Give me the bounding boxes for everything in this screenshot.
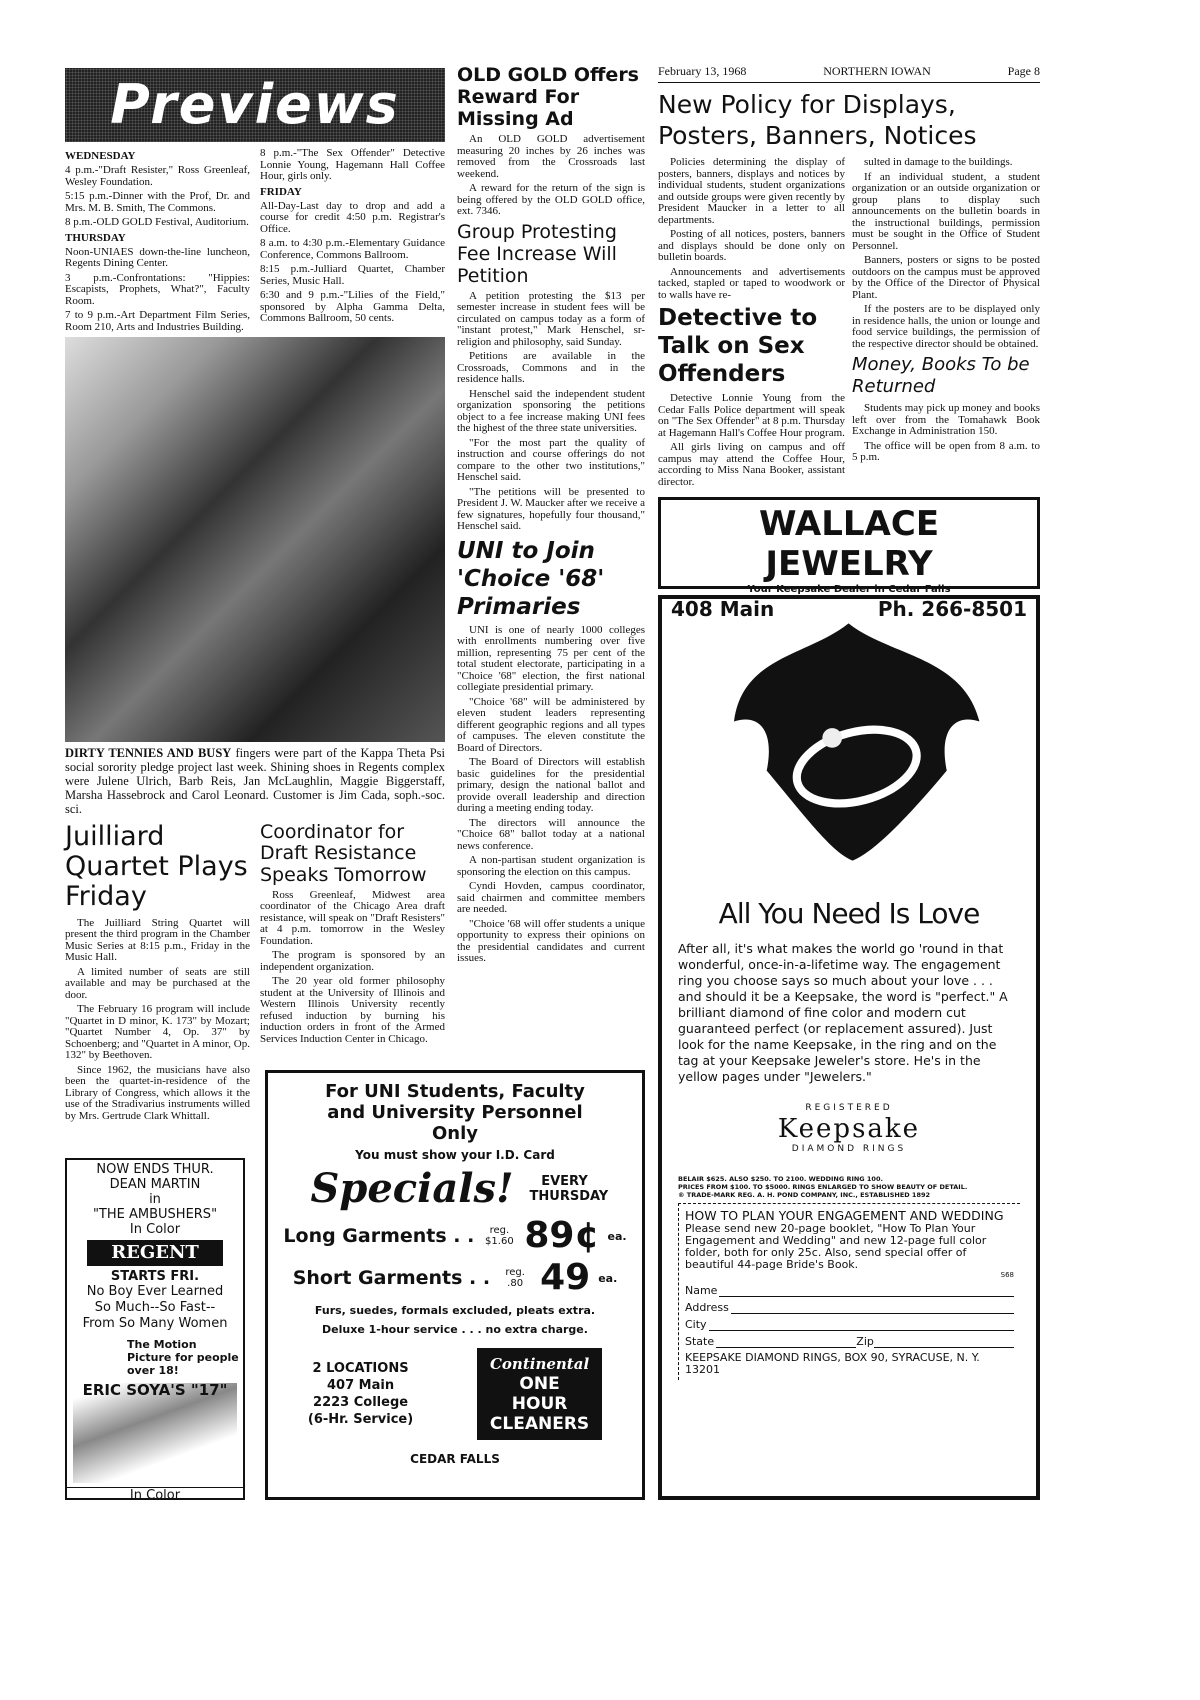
coordinator-article: [260, 822, 445, 1048]
event-item: 6:30 and 9 p.m.-"Lilies of the Field," sponsored by Alpha Gamma Delta, Commons Ballroom, 50 cents.: [260, 289, 445, 324]
paper-name: NORTHERN IOWAN: [823, 64, 931, 78]
caption-text: fingers were part of the Kappa Theta Psi social sorority pledge project last week. Shining shoes in Regents complex were Julene Ulrich, Barb Reis, Jan McLaughlin, Maggie Biggerstaff, Marsha Hassebrock and Carol Leonard. Customer is Jim Cada, soph.-soc. sci.: [65, 746, 445, 816]
paragraph: The directors will announce the "Choice 68" ballot today at a national news conference.: [457, 816, 645, 852]
brand-name: Keepsake: [777, 1114, 921, 1144]
regular-price: reg. .80: [505, 1267, 525, 1289]
event-item: 8 a.m. to 4:30 p.m.-Elementary Guidance Conference, Commons Ballroom.: [260, 237, 445, 261]
paragraph: Ross Greenleaf, Midwest area coordinator of the Chicago Area draft resistance, will speak on "Draft Resisters" at 4 p.m. tomorrow in the Wesley Foundation.: [260, 888, 445, 947]
paragraph: A petition protesting the $13 per semester increase in student fees will be circulated on campus today as a form of "instant protest," Mark Henschel, sr-religion and philosophy, said Sunday.: [457, 289, 645, 348]
color-label: In Color: [67, 1487, 243, 1503]
paragraph: The 20 year old former philosophy student at the University of Illinois and Western Illinois University recently refused induction by burning his induction orders in front of the Armed Services Induction Center in Chicago.: [260, 975, 445, 1045]
old-gold-article: [457, 64, 645, 218]
paragraph: "The petitions will be presented to President J. W. Maucker after we receive a few signatures, hopefully four thousand," Henschel said.: [457, 485, 645, 532]
photo-caption: [65, 746, 445, 816]
event-item: 3 p.m.-Confrontations: "Hippies: Escapists, Prophets, What?", Faculty Room.: [65, 271, 250, 307]
petition-headline: Group Protesting Fee Increase Will Petition: [457, 220, 617, 287]
event-item: 4 p.m.-"Draft Resister," Ross Greenleaf, Wesley Foundation.: [65, 164, 250, 188]
listing-line: In Color: [129, 1222, 181, 1237]
starts-label: STARTS FRI.: [110, 1269, 200, 1284]
paragraph: The Juilliard String Quartet will present the third program in the Chamber Music Series at 8:15 p.m., Friday in the Music Hall.: [65, 916, 250, 964]
paragraph: "For the most part the quality of instruction and course offerings do not compare to the other two institutions," Henschel said.: [457, 436, 645, 483]
paragraph: Students may pick up money and books left over from the Tomahawk Book Exchange in Administration 150.: [852, 402, 1040, 437]
sorority-photo: [65, 337, 445, 742]
ad-copy: After all, it's what makes the world go 'round in that wonderful, once-in-a-lifetime way. The engagement ring you choose says so much about your love . . . and should it be a Keepsake, the word is "perfect." A brilliant diamond of fine color and modern cut guaranteed perfect (or replacement assured). Just look for the name Keepsake, in the ring and on the tag at your Keepsake Jeweler's store. He's in the yellow pages under "Jewelers.": [678, 941, 1008, 1084]
field-label: Address: [685, 1301, 729, 1314]
field-label: Zip: [856, 1335, 874, 1348]
paragraph: Detective Lonnie Young from the Cedar Falls Police department will speak on "The Sex Offender" at 8 p.m. Thursday at Hagemann Hall's Coffee Hour program.: [658, 392, 845, 439]
policy-col1-stack: [658, 157, 845, 491]
specials-script: Specials!: [310, 1165, 514, 1212]
coupon-text: Please send new 20-page booklet, "How To Plan Your Engagement and Wedding" and new 12-page full color folder, both for only 25c. Also, send special offer of beautiful 44-page Bride's Book.: [685, 1222, 987, 1271]
sale-price: 89¢: [524, 1215, 600, 1256]
paragraph: The Board of Directors will establish basic guidelines for the presidential primary, design the national ballot and provide overall leadership and direction during a meeting ending today.: [457, 756, 645, 814]
paragraph: Since 1962, the musicians have also been the quartet-in-residence of the Library of Congress, which allows it the use of the Stradivarius instruments willed by Mrs. Gertrude Clark Whittall.: [65, 1063, 250, 1122]
city-label: CEDAR FALLS: [410, 1452, 500, 1466]
unit: ea.: [598, 1271, 618, 1285]
field-line[interactable]: [874, 1336, 1014, 1348]
detective-article: [658, 304, 845, 488]
cleaners-ad: [265, 1070, 645, 1500]
coupon: [678, 1203, 1020, 1380]
day-heading: THURSDAY: [65, 231, 126, 244]
garment-name: Short Garments . .: [292, 1267, 491, 1289]
event-item: 8 p.m.-OLD GOLD Festival, Auditorium.: [65, 216, 249, 228]
tagline-line: No Boy Ever Learned: [86, 1284, 224, 1299]
sale-price: 49: [540, 1257, 591, 1298]
field-label: State: [685, 1335, 715, 1348]
headline: Coordinator for Draft Resistance Speaks Tomorrow: [260, 821, 427, 886]
regent-movie-ad: [65, 1158, 245, 1503]
paragraph: The February 16 program will include "Quartet in D minor, K. 173" by Mozart; "Quartet Number 4, Op. 37" by Schoenberg; and "Quartet in A minor, Op. 132" by Beethoven.: [65, 1003, 250, 1062]
price-row: [276, 1216, 634, 1256]
right-region: [658, 64, 1040, 1500]
field-label: City: [685, 1318, 707, 1331]
ring-artwork: [678, 607, 1024, 877]
paragraph: The program is sponsored by an independent organization.: [260, 949, 445, 973]
age-notice: The Motion Picture for people over 18!: [127, 1338, 239, 1377]
day-heading: WEDNESDAY: [65, 150, 136, 162]
paragraph: "Choice '68 will offer students a unique opportunity to express their opinions on the presidential candidates and current issues.: [457, 917, 645, 964]
issue-date: February 13, 1968: [658, 64, 747, 78]
paragraph: An OLD GOLD advertisement measuring 20 inches by 26 inches was removed from the Crossroads last weekend.: [457, 133, 645, 180]
paragraph: The office will be open from 8 a.m. to 5 p.m.: [852, 439, 1040, 463]
ad-title: For UNI Students, Faculty and University Personnel Only: [325, 1081, 585, 1144]
price-row: [276, 1258, 634, 1298]
previews-title: Previews: [110, 72, 400, 136]
fine-print: BELAIR $625. ALSO $250. TO 2100. WEDDING RING 100.: [678, 1175, 883, 1183]
money-headline: Money, Books To be Returned: [852, 354, 1030, 397]
service-note: Deluxe 1-hour service . . . no extra charge.: [322, 1323, 588, 1336]
paragraph: Henschel said the independent student organization sponsoring the petitions object to a fee increase making UNI fees the highest of the three state universities.: [457, 387, 645, 434]
policy-col1: [658, 157, 845, 301]
event-item: 8 p.m.-"The Sex Offender" Detective Lonnie Young, Hagemann Hall Coffee Hour, girls only.: [260, 147, 445, 182]
paragraph: All girls living on campus and off campus may attend the Coffee Hour, according to Miss Nana Booker, assistant director.: [658, 441, 845, 488]
previews-banner: [65, 68, 445, 142]
paragraph: Announcements and advertisements tacked, stapled or taped to woodwork or to walls have re-: [658, 265, 845, 301]
paragraph: Cyndi Hovden, campus coordinator, said chairmen and committee members are needed.: [457, 880, 645, 915]
field-line[interactable]: [731, 1302, 1014, 1314]
logo-line: CLEANERS: [489, 1414, 590, 1434]
id-notice: You must show your I.D. Card: [355, 1148, 555, 1162]
paragraph: Policies determining the display of posters, banners, displays and notices by individual students, student organizations and outside groups were given recently by President Maucker in a letter to all departments.: [658, 156, 845, 226]
paragraph: A reward for the return of the sign is being offered by the OLD GOLD office, ext. 7346.: [457, 182, 645, 217]
brand-sub: DIAMOND RINGS: [791, 1144, 907, 1154]
every-thursday: EVERY THURSDAY: [529, 1174, 609, 1204]
location-line: 2223 College: [313, 1395, 409, 1410]
masthead: [658, 64, 1040, 83]
store-address: 408 Main: [671, 597, 775, 621]
event-item: All-Day-Last day to drop and add a course for credit 4:50 p.m. Registrar's Office.: [260, 199, 445, 235]
coupon-field-row: [685, 1285, 1014, 1297]
caption-lead: DIRTY TENNIES AND BUSY: [65, 746, 232, 760]
headline: Detective to Talk on Sex Offenders: [658, 305, 818, 387]
garment-name: Long Garments . .: [283, 1225, 475, 1247]
paragraph: sulted in damage to the buildings.: [864, 156, 1013, 168]
keepsake-logo: [678, 1103, 1020, 1155]
choice68-headline: UNI to Join 'Choice '68' Primaries: [457, 537, 605, 620]
regular-price: reg. $1.60: [485, 1225, 514, 1247]
paragraph: Banners, posters or signs to be posted outdoors on the campus must be approved by the Office of the Director of Physical Plant.: [852, 254, 1040, 301]
logo-line: Continental: [489, 1355, 590, 1373]
tagline-line: So Much--So Fast--: [94, 1300, 216, 1315]
page-number: Page 8: [1007, 64, 1040, 78]
tagline-line: From So Many Women: [82, 1316, 228, 1331]
theater-name: REGENT: [87, 1240, 223, 1266]
continental-logo: [477, 1348, 602, 1440]
tagline: Your Keepsake Dealer in Cedar Falls: [747, 584, 951, 595]
policy-col2: [852, 157, 1040, 467]
store-phone: Ph. 266-8501: [877, 597, 1027, 621]
paragraph: A limited number of seats are still available and may be purchased at the door.: [65, 965, 250, 1001]
paragraph: If the posters are to be displayed only in residence halls, the union or lounge and food service buildings, the permission of the respective director should be obtained.: [852, 303, 1040, 350]
coupon-field-row: [685, 1302, 1014, 1314]
keepsake-ad: [658, 595, 1040, 1500]
listing-line: "THE AMBUSHERS": [92, 1207, 218, 1222]
paragraph: Posting of all notices, posters, banners and displays should be done only on bulletin boards.: [658, 228, 845, 263]
article-row: [65, 821, 445, 1122]
paragraph: If an individual student, a student organization or an outside organization or group plans to display such announcements on the bulletin boards in the instructional buildings, permission must be sought in the Office of Student Personnel.: [852, 170, 1040, 252]
slogan: All You Need Is Love: [718, 897, 980, 930]
paragraph: "Choice '68" will be administered by eleven student leaders representing different geographic regions and all types of campuses. The eleven constitute the Board of Directors.: [457, 695, 645, 754]
logo-line: ONE HOUR: [511, 1374, 568, 1414]
location-line: (6-Hr. Service): [307, 1412, 414, 1427]
paragraph: Petitions are available in the Crossroads, Commons and in the residence halls.: [457, 350, 645, 385]
unit: ea.: [607, 1229, 627, 1243]
listing-line: in: [149, 1192, 161, 1207]
location-line: 407 Main: [327, 1378, 395, 1393]
field-label: Name: [685, 1284, 718, 1297]
paragraph: UNI is one of nearly 1000 colleges with enrollments numbering over five million, representing 75 per cent of the total student electorate, participating in a "Choice '68" election, the first national collegiate presidential primary.: [457, 623, 645, 693]
juilliard-article: [65, 822, 250, 1125]
film-artwork: [73, 1383, 237, 1483]
left-region: [65, 68, 445, 1122]
film-title: ERIC SOYA'S "17": [82, 1381, 228, 1399]
wallace-jewelry-ad: [658, 497, 1040, 621]
day-heading: FRIDAY: [260, 185, 302, 198]
coupon-field-row: [685, 1336, 1014, 1348]
policy-headline: New Policy for Displays, Posters, Banners, Notices: [658, 90, 977, 150]
headline: Juilliard Quartet Plays Friday: [65, 821, 248, 913]
field-line[interactable]: [709, 1319, 1014, 1331]
event-item: 8:15 p.m.-Julliard Quartet, Chamber Series, Music Hall.: [260, 263, 445, 287]
exclusions-note: Furs, suedes, formals excluded, pleats extra.: [314, 1304, 596, 1317]
listing-line: NOW ENDS THUR.: [96, 1162, 214, 1177]
middle-column: [457, 64, 645, 968]
location-line: 2 LOCATIONS: [312, 1361, 409, 1376]
event-item: 5:15 p.m.-Dinner with the Prof, Dr. and Mrs. M. B. Smith, The Commons.: [65, 190, 250, 214]
coupon-address: KEEPSAKE DIAMOND RINGS, BOX 90, SYRACUSE, N. Y. 13201: [685, 1351, 980, 1376]
coupon-field-row: [685, 1319, 1014, 1331]
coupon-code: S68: [1000, 1271, 1014, 1279]
listing-line: DEAN MARTIN: [109, 1177, 201, 1192]
fine-print: PRICES FROM $100. TO $5000. RINGS ENLARGED TO SHOW BEAUTY OF DETAIL.: [678, 1183, 968, 1191]
store-name: WALLACE JEWELRY: [758, 504, 940, 584]
registered-label: REGISTERED: [805, 1103, 893, 1113]
fine-print: ® TRADE-MARK REG. A. H. POND COMPANY, INC., ESTABLISHED 1892: [678, 1191, 931, 1199]
event-item: 7 to 9 p.m.-Art Department Film Series, Room 210, Arts and Industries Building.: [65, 309, 250, 333]
headline: OLD GOLD Offers Reward For Missing Ad: [457, 64, 639, 130]
previews-listing: [65, 148, 445, 333]
paragraph: A non-partisan student organization is sponsoring the election on this campus.: [457, 854, 645, 878]
event-item: Noon-UNIAES down-the-line luncheon, Regents Dining Center.: [65, 245, 250, 269]
field-line[interactable]: [716, 1336, 856, 1348]
right-columns: [658, 157, 1040, 491]
field-line[interactable]: [719, 1285, 1014, 1297]
coupon-title: HOW TO PLAN YOUR ENGAGEMENT AND WEDDING: [685, 1208, 1004, 1223]
